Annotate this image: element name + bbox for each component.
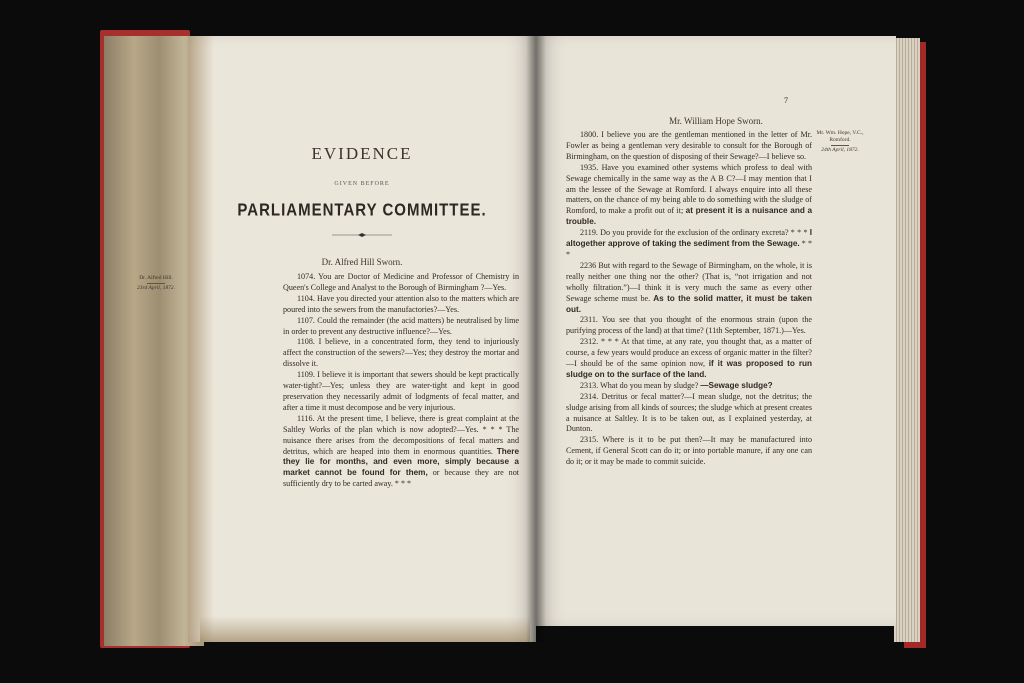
- margin-divider-left: [147, 283, 165, 284]
- evidence-title: EVIDENCE: [311, 144, 413, 163]
- margin-date-right: 24th April, 1872.: [821, 147, 859, 153]
- emphasized-text: I altogether approve of taking the sediment from the Sewage.: [566, 228, 812, 249]
- emphasized-text: if it was proposed to run sludge on to the surface of the land.: [566, 359, 813, 379]
- emphasized-text: at present it is a nuisance and a trouble.: [566, 206, 813, 227]
- water-stain-bottom: [200, 616, 530, 642]
- given-before-subtitle: GIVEN BEFORE: [334, 181, 390, 187]
- left-page: [137, 36, 536, 642]
- emphasized-text: —Sewage sludge?: [700, 380, 773, 390]
- paragraph-text: 2236 But with regard to the Sewage of Birmingham, on the whole, it is really neither one thing nor the other? (That is, “not irrigation and not wholly filtration.”)—I think it is very much the same as every other Sewage scheme must be.: [566, 260, 812, 303]
- paragraph: [283, 370, 519, 414]
- margin-note-left: [128, 275, 184, 292]
- margin-name-right: Mr. Wm. Hope, V.C., Romford.: [816, 130, 864, 143]
- paragraph-text: 1109. I believe it is important that sewers should be kept practically water-tight?—Yes; unless they are water-tight and kept in good preservation they necessarily admit of lodgments of fecal matter, and after a time it must decompose and be very injurious.: [283, 370, 519, 412]
- paragraph: [566, 337, 812, 381]
- paragraph: [566, 381, 812, 392]
- paragraph-text: 2313. What do you mean by sludge?: [580, 380, 699, 390]
- margin-name-left: Dr. Alfred Hill.: [139, 275, 173, 281]
- emphasized-text: As to the solid matter, it must be taken out.: [566, 293, 812, 314]
- paragraph: [566, 261, 812, 316]
- paragraph-text-after: * * *: [566, 239, 813, 259]
- paragraph: [283, 414, 519, 490]
- paragraph-text: 2311. You see that you thought of the enormous strain (upon the purifying process of the land) at that time? (11th September, 1871.)—Yes.: [566, 315, 812, 336]
- left-body-text: [283, 272, 519, 490]
- paragraph: [283, 337, 519, 370]
- paragraph-text: 1107. Could the remainder (the acid matters) be neutralised by lime in order to prevent any destructive influence?—Yes.: [283, 315, 519, 336]
- water-stain-left: [188, 36, 214, 642]
- paragraph-text: 2312. * * * At that time, at any rate, you thought that, as a matter of course, a few years would produce an excess of organic matter in the filter?—I should be of the same opinion now,: [566, 337, 812, 369]
- book-gutter: [526, 36, 546, 642]
- paragraph: [566, 392, 812, 436]
- margin-divider-right: [831, 145, 849, 146]
- paragraph-text: 1074. You are Doctor of Medicine and Professor of Chemistry in Queen's College and Analyst to the Borough of Birmingham ?—Yes.: [283, 272, 519, 292]
- paragraph: [566, 163, 812, 228]
- page-number: 7: [784, 96, 788, 105]
- paragraph-text: 2315. Where is it to be put then?—It may be manufactured into Cement, if General Scott can do it; or into portable manure, if any one can do it; or it may be made to commit suicide.: [566, 435, 812, 467]
- paragraph-text: 2314. Detritus or fecal matter?—I mean sludge, not the detritus; the sludge arising from all kinds of sources; the sludge which at present creates a nuisance at Saltley. It is to be taken out, as I explained yesterday, at Dunton.: [566, 391, 812, 434]
- right-page: [536, 36, 896, 626]
- paragraph: [283, 272, 519, 294]
- paragraph-text-after: or because they are not sufficiently dry to be carted away. * * *: [283, 468, 519, 489]
- committee-title: PARLIAMENTARY COMMITTEE.: [237, 200, 487, 221]
- paragraph: [566, 315, 812, 337]
- right-body-text: [566, 130, 812, 468]
- witness-heading-left: Dr. Alfred Hill Sworn.: [321, 257, 403, 267]
- paragraph: [566, 130, 812, 163]
- paragraph-text: 2119. Do you provide for the exclusion of the ordinary excreta? * * *: [580, 228, 808, 238]
- paragraph-text: 1800. I believe you are the gentleman mentioned in the letter of Mr. Fowler as being a gentleman very desirable to consult for the Borough of Birmingham, on the question of disposing of their Sewage?—I believe so.: [566, 130, 812, 161]
- paragraph: [283, 294, 519, 316]
- margin-note-right: [814, 130, 866, 154]
- paragraph: [566, 435, 812, 468]
- emphasized-text: There they lie for months, and even more, simply because a market cannot be found for them,: [283, 446, 519, 478]
- paragraph: [566, 228, 812, 261]
- page-edges-right: [894, 38, 920, 642]
- open-book: [100, 30, 926, 648]
- paragraph-text: 1116. At the present time, I believe, there is great complaint at the Saltley Works of the plan which is now adopted?—Yes. * * * The nuisance there arises from the decompositions of fecal matters and detritus, which are heaped into them in enormous quantities.: [283, 413, 519, 456]
- paragraph: [283, 316, 519, 338]
- paragraph-text: 1108. I believe, in a concentrated form, they tend to injuriously affect the construction of the sewers?—Yes; they destroy the mortar and dissolve it.: [283, 337, 519, 369]
- margin-date-left: 23rd April, 1872.: [137, 285, 175, 291]
- ornament-rule: [332, 233, 392, 237]
- paragraph-text: 1935. Have you examined other systems which profess to deal with Sewage chemically in the same way as the A B C?—I may mention that I am the lessee of the Sewage at Romford. I always enquire into all these matters, on the chance of my being able to do something with the sludge of Romford, to make a profit out of it;: [566, 162, 812, 216]
- paragraph-text: 1104. Have you directed your attention also to the matters which are poured into the sewers from the manufactories?—Yes.: [283, 293, 519, 314]
- witness-heading-right: Mr. William Hope Sworn.: [669, 116, 763, 126]
